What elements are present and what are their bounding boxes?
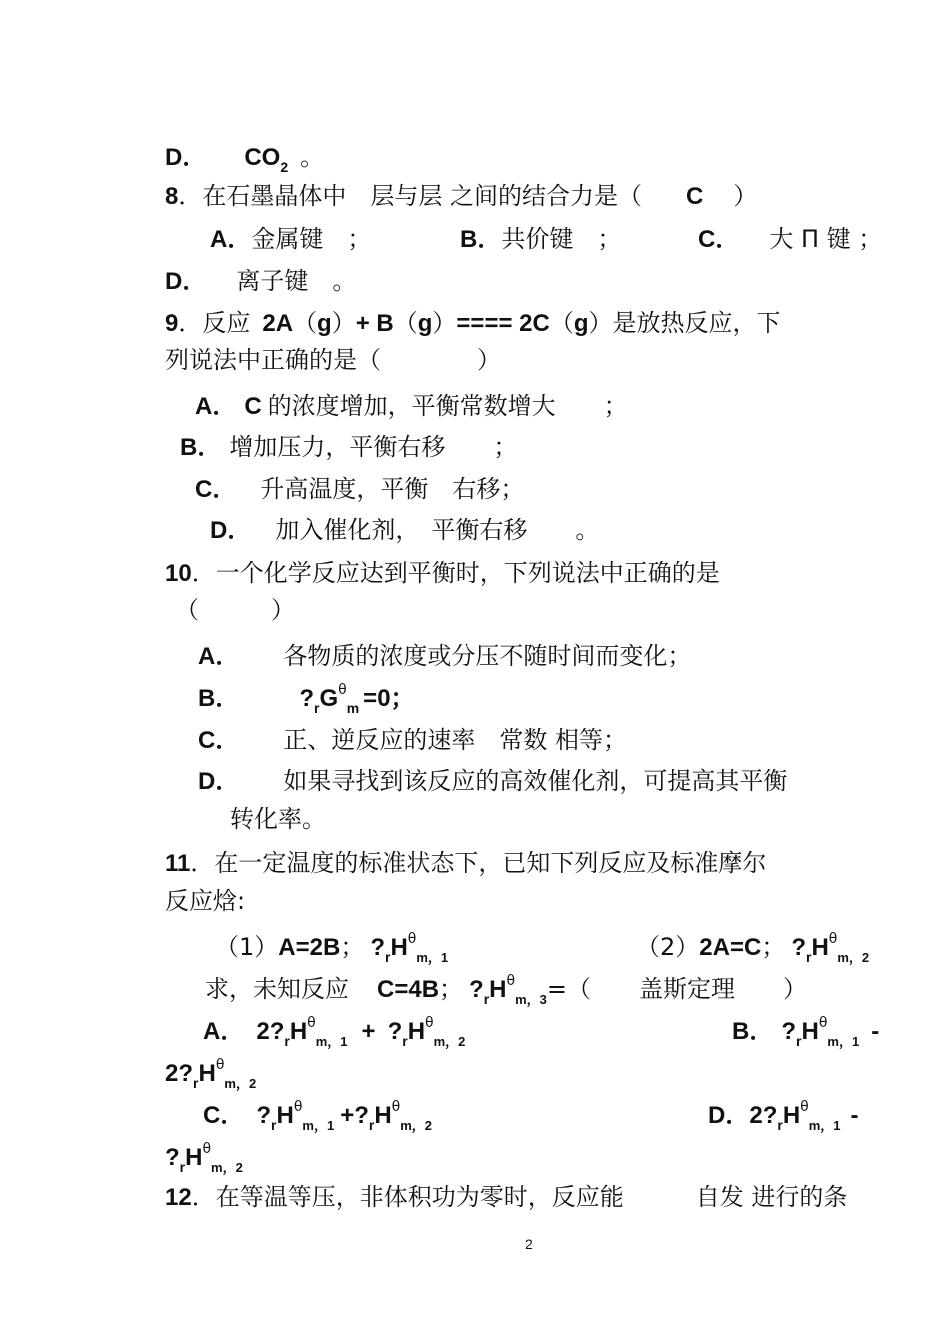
delta-symbol: ? [387, 1018, 403, 1045]
superscript: θ [818, 1015, 828, 1031]
q7-option-d [165, 142, 324, 175]
option-label: B． [732, 1018, 774, 1045]
subscript: m，2 [433, 1034, 466, 1049]
q11-option-b [732, 1016, 879, 1050]
q10-option-a [198, 641, 691, 672]
subscript: r [193, 1075, 199, 1091]
q10-option-d [198, 766, 787, 797]
paren: （2） [636, 933, 700, 961]
stem-part: ．反应 [178, 309, 251, 337]
punct: ； [439, 975, 464, 1003]
question-number: 8 [165, 183, 179, 210]
q12-stem [165, 1182, 847, 1213]
option-label: B． [180, 434, 222, 461]
q8-options-abc [210, 224, 371, 255]
option-label: B． [460, 226, 502, 253]
delta-symbol: ? [256, 1102, 272, 1129]
option-text: 共价键 ； [501, 225, 622, 253]
equation: A=2B [278, 934, 341, 961]
punct: ； [340, 933, 365, 961]
subscript: r [777, 1117, 783, 1133]
option-text: 大 Π 键 ； [769, 225, 883, 253]
delta-symbol: ? [299, 685, 315, 712]
equation-part: g [317, 310, 332, 337]
stem-part: 列说法中正确的是（ ） [165, 346, 501, 374]
stem-part: ） [331, 309, 356, 337]
option-label: C． [698, 226, 740, 253]
subscript: r [483, 991, 490, 1007]
stem-part: ） [432, 309, 457, 337]
delta-symbol: ? [370, 934, 385, 961]
delta-symbol: ? [762, 1102, 778, 1129]
superscript: θ [425, 1015, 434, 1031]
q11-option-a [203, 1016, 465, 1050]
q8-option-c [698, 224, 882, 255]
q11-option-d-cont [165, 1142, 243, 1176]
q11-ask [205, 974, 807, 1008]
symbol: H [811, 934, 829, 961]
q10-stem [165, 558, 720, 589]
option-label: D． [165, 268, 207, 295]
superscript: θ [828, 931, 838, 947]
subscript: 2 [280, 159, 289, 175]
option-label: A． [203, 1018, 245, 1045]
equation: 2A=C [699, 934, 762, 961]
stem-part: ）是放热反应，下 [588, 309, 781, 337]
option-label: C． [195, 476, 237, 503]
q11-option-b-cont [165, 1058, 256, 1092]
stem-part: （ [549, 309, 574, 337]
subscript: m，2 [224, 1076, 257, 1091]
option-label: A． [198, 643, 240, 670]
question-number: 12 [165, 1184, 192, 1211]
q8-option-d [165, 266, 356, 297]
coefficient: 2 [749, 1102, 763, 1129]
q9-option-b [180, 432, 517, 463]
q11-option-d [708, 1100, 859, 1134]
option-text: 各物质的浓度或分压不随时间而变化； [283, 642, 692, 670]
equation-part: 2A [262, 310, 294, 337]
option-text: 的浓度增加，平衡常数增大 ； [267, 392, 628, 420]
equation-part: =0 [363, 685, 391, 712]
subscript: m，2 [837, 950, 870, 965]
equation: C=4B [377, 976, 440, 1003]
question-number: 9 [165, 310, 179, 337]
symbol: H [801, 1018, 819, 1045]
punct: ； [761, 933, 786, 961]
symbol: H [489, 976, 507, 1003]
symbol: H [276, 1102, 294, 1129]
subscript: r [805, 949, 812, 965]
symbol: H [374, 1102, 392, 1129]
superscript: θ [391, 1099, 401, 1115]
superscript: θ [800, 1099, 809, 1115]
paren: （1） [215, 933, 279, 961]
symbol: G [319, 685, 339, 712]
symbol: H [289, 1018, 308, 1045]
question-number: 11 [165, 850, 191, 877]
delta-symbol: ? [269, 1018, 285, 1045]
question-number: 10 [165, 560, 192, 587]
stem-part: ．在一定温度的标准状态下，已知下列反应及标准摩尔 [190, 849, 767, 877]
option-label: A． [210, 226, 252, 253]
option-text: 正、逆反应的速率 常数 相等； [283, 726, 627, 754]
symbol: H [390, 934, 408, 961]
q11-option-c [203, 1100, 432, 1134]
option-text: 金属键 ； [251, 225, 372, 253]
option-text: 加入催化剂， 平衡右移 。 [275, 516, 600, 544]
subscript: r [796, 1033, 802, 1049]
operator: - [871, 1018, 880, 1045]
delta-symbol: ? [354, 1102, 369, 1129]
q10-stem-line2 [175, 595, 295, 625]
delta-symbol: ? [165, 1144, 180, 1171]
superscript: θ [307, 1015, 316, 1031]
option-text: 增加压力，平衡右移 ； [229, 433, 518, 461]
option-label: D． [210, 517, 252, 544]
equation-part: + B [355, 310, 394, 337]
subscript: m，1 [827, 1034, 860, 1049]
operator: + [361, 1018, 376, 1045]
equation-part: ==== 2C [456, 310, 550, 337]
operator: + [340, 1102, 355, 1129]
superscript: θ [202, 1141, 212, 1157]
q8-option-b [460, 224, 621, 255]
subscript: r [402, 1033, 408, 1049]
stem-part: （ [293, 309, 318, 337]
option-label: B． [198, 685, 240, 712]
superscript: θ [338, 682, 347, 698]
subscript: r [314, 700, 320, 716]
symbol: C [244, 393, 262, 420]
q11-reaction-2 [636, 932, 869, 966]
subscript: m，3 [515, 992, 547, 1007]
superscript: θ [506, 973, 516, 989]
q9-option-d [210, 515, 599, 546]
delta-symbol: ? [469, 976, 484, 1003]
delta-symbol: ? [791, 934, 806, 961]
stem-part: ．在等温等压，非体积功为零时，反应能 自发 进行的条 [191, 1183, 848, 1211]
page-number: 2 [525, 1236, 533, 1252]
formula: CO [244, 144, 281, 171]
superscript: θ [407, 931, 417, 947]
period: 。 [300, 143, 325, 171]
option-label: D． [198, 768, 240, 795]
answer-blank: =（ 盖斯定理 ） [546, 975, 807, 1003]
q11-stem-line2 [165, 886, 245, 916]
option-text: 如果寻找到该反应的高效催化剂，可提高其平衡 [283, 767, 788, 795]
subscript: m [346, 700, 360, 716]
symbol: H [198, 1060, 216, 1087]
option-text: 离子键 。 [236, 267, 357, 295]
subscript: r [179, 1159, 186, 1175]
subscript: m，1 [808, 1118, 841, 1133]
option-label: A． [195, 393, 237, 420]
option-label: D． [165, 144, 207, 171]
symbol: H [782, 1102, 801, 1129]
superscript: θ [215, 1057, 225, 1073]
q9-stem-line2 [165, 345, 501, 375]
subscript: r [368, 1117, 375, 1133]
punct: ； [390, 685, 415, 712]
subscript: m，2 [400, 1118, 433, 1133]
subscript: r [284, 1033, 290, 1049]
q9-stem [165, 308, 781, 339]
stem-part: ．一个化学反应达到平衡时，下列说法中正确的是 [191, 559, 720, 587]
subscript: r [271, 1117, 277, 1133]
stem-part: （ [393, 309, 418, 337]
stem-part: 反应焓: [165, 887, 246, 915]
option-label: C． [198, 727, 240, 754]
symbol: H [407, 1018, 426, 1045]
coefficient: 2 [165, 1060, 179, 1087]
delta-symbol: ? [781, 1018, 797, 1045]
answer: C [686, 183, 704, 210]
superscript: θ [293, 1099, 303, 1115]
operator: - [850, 1102, 859, 1129]
option-text: 转化率。 [230, 805, 326, 833]
stem-part: 求，未知反应 [205, 975, 349, 1003]
subscript: r [384, 949, 391, 965]
coefficient: 2 [256, 1018, 270, 1045]
q9-option-a [195, 391, 628, 422]
subscript: m，1 [315, 1034, 348, 1049]
q10-option-d-line2 [230, 804, 326, 834]
option-label: C． [203, 1102, 245, 1129]
subscript: m，2 [211, 1160, 243, 1175]
equation-part: g [417, 310, 433, 337]
option-label: D． [708, 1102, 750, 1129]
symbol: H [185, 1144, 203, 1171]
subscript: m，1 [302, 1118, 335, 1133]
option-text: 升高温度，平衡 右移； [260, 475, 525, 503]
equation-part: g [573, 310, 589, 337]
question-text: ．在石墨晶体中 层与层 之间的结合力是（ [178, 182, 642, 210]
q10-option-c [198, 725, 627, 756]
q10-option-b [198, 683, 415, 717]
q9-option-c [195, 474, 524, 505]
delta-symbol: ? [178, 1060, 194, 1087]
q11-stem [165, 848, 766, 879]
paren-close: ） [733, 182, 758, 210]
stem-part: （ ） [175, 596, 295, 624]
q8-stem [165, 181, 757, 212]
q11-reaction-1 [215, 932, 448, 966]
subscript: m，1 [416, 950, 449, 965]
